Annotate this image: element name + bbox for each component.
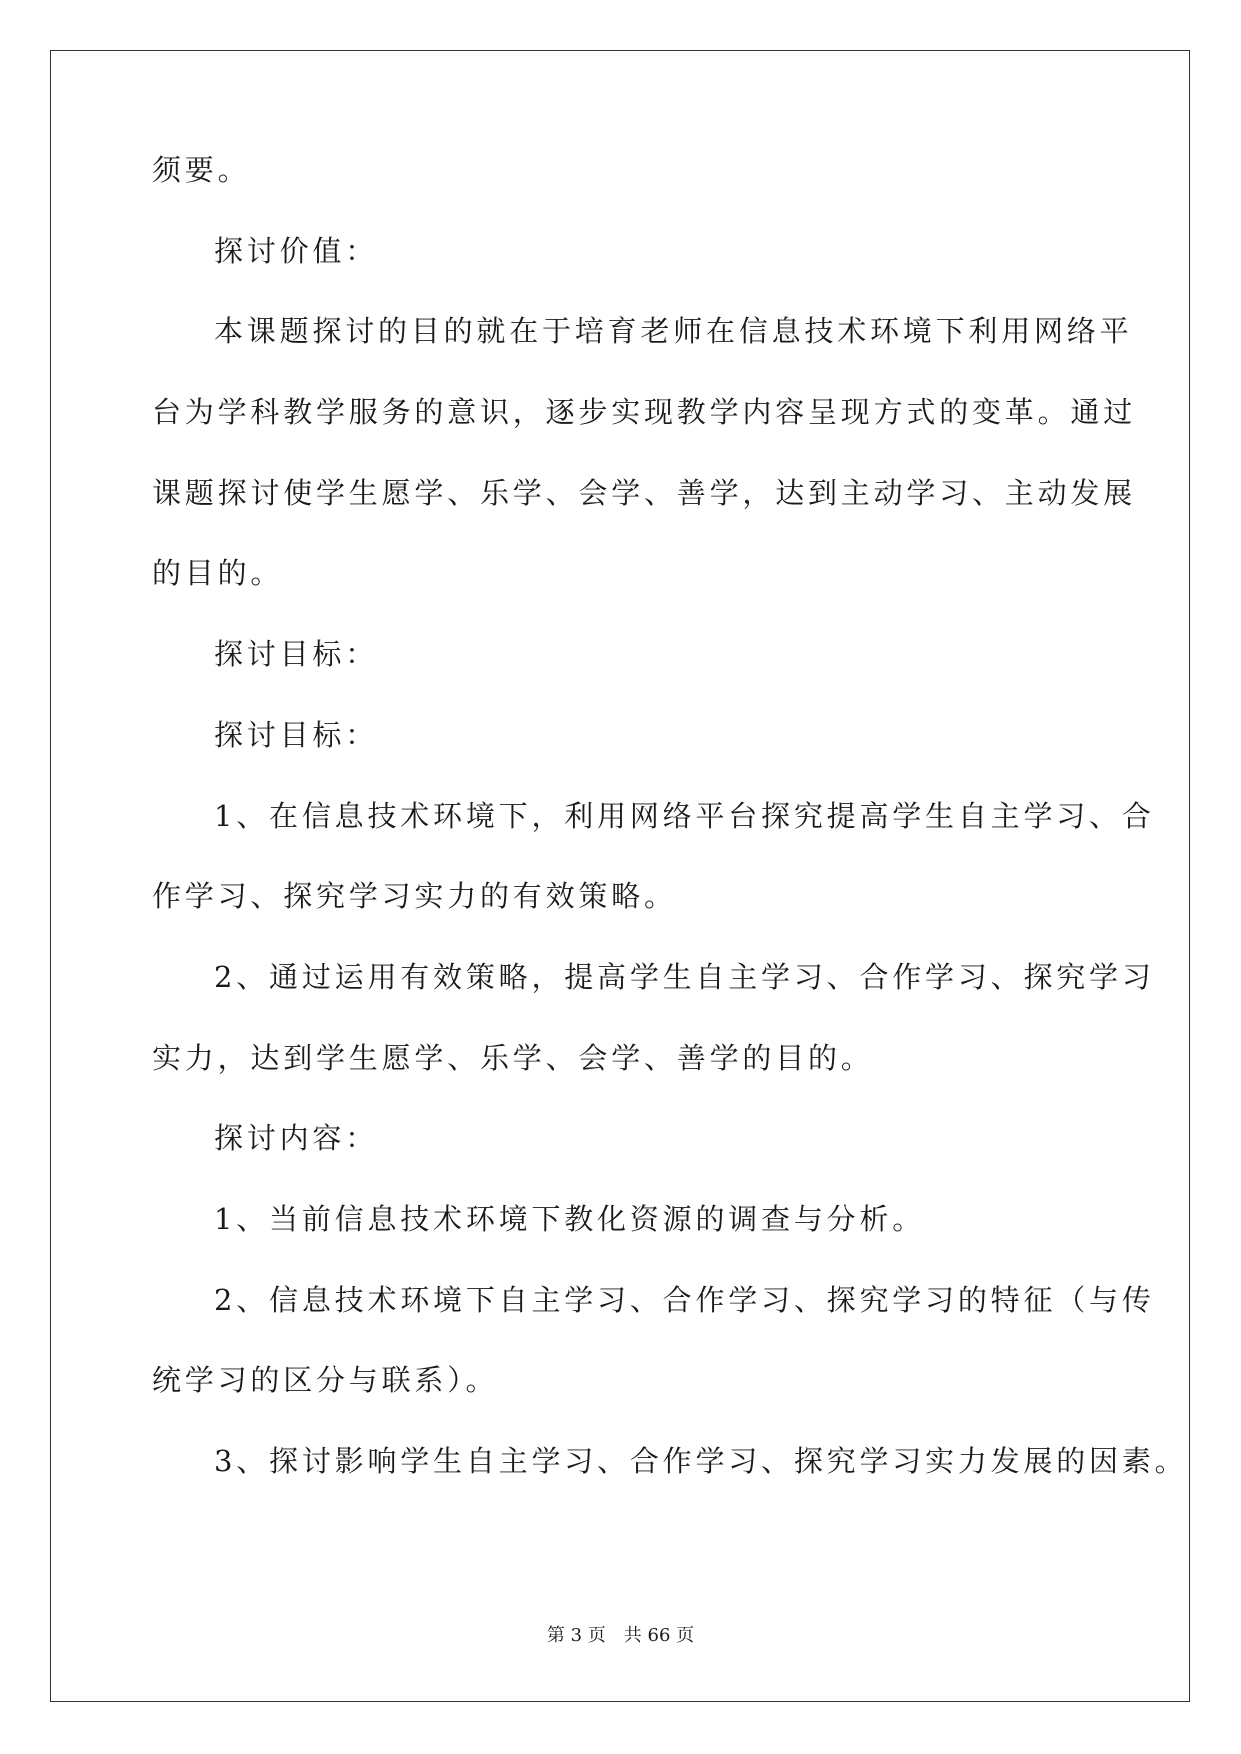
page-footer [0, 1621, 1241, 1647]
paragraph-line: 1、在信息技术环境下，利用网络平台探究提高学生自主学习、合 [214, 798, 1155, 833]
page-total: 共 66 页 [623, 1625, 695, 1646]
paragraph-line: 本课题探讨的目的就在于培育老师在信息技术环境下利用网络平 [214, 314, 1133, 349]
section-heading-content: 探讨内容： [214, 1121, 379, 1156]
section-heading-value: 探讨价值： [214, 233, 379, 268]
section-heading-goal: 探讨目标： [214, 717, 379, 752]
paragraph-line: 作学习、探究学习实力的有效策略。 [152, 879, 677, 914]
paragraph-line: 3、探讨影响学生自主学习、合作学习、探究学习实力发展的因素。 [214, 1444, 1188, 1478]
paragraph-line: 2、信息技术环境下自主学习、合作学习、探究学习的特征（与传 [214, 1282, 1155, 1317]
document-body [152, 150, 1188, 1522]
paragraph-line: 统学习的区分与联系）。 [152, 1363, 499, 1398]
paragraph-line: 须要。 [152, 153, 251, 187]
paragraph-line: 台为学科教学服务的意识，逐步实现教学内容呈现方式的变革。通过 [152, 395, 1137, 430]
paragraph-line: 课题探讨使学生愿学、乐学、会学、善学，达到主动学习、主动发展 [152, 475, 1137, 510]
paragraph-line: 实力，达到学生愿学、乐学、会学、善学的目的。 [152, 1040, 874, 1075]
paragraph-line: 1、当前信息技术环境下教化资源的调查与分析。 [214, 1201, 926, 1236]
page-number: 第 3 页 [546, 1625, 606, 1646]
paragraph-line: 的目的。 [152, 556, 284, 591]
section-heading-goal: 探讨目标： [214, 637, 379, 672]
paragraph-line: 2、通过运用有效策略，提高学生自主学习、合作学习、探究学习 [214, 959, 1155, 994]
